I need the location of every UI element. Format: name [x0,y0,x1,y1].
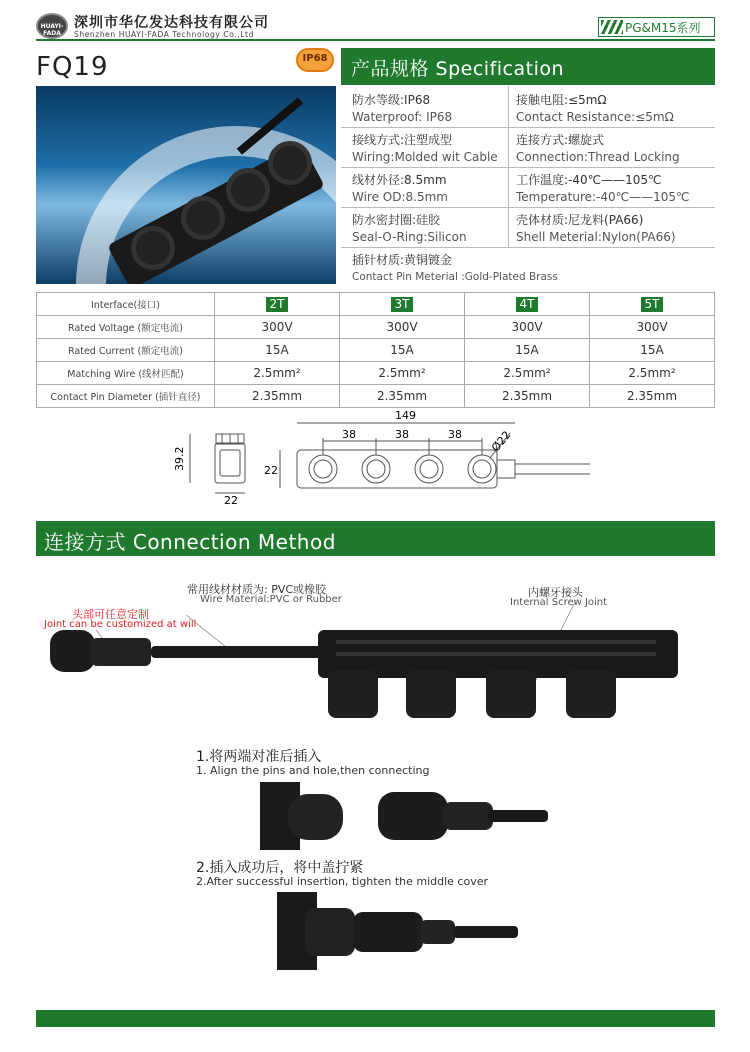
table-cell: 300V [465,316,590,339]
product-photo [36,86,336,284]
thread-note-en: Internal Screw Joint [510,597,608,608]
header-rule [36,39,715,41]
spacing-label: 38 [448,428,462,441]
spec-heading-bar: 产品规格 Specification [341,48,715,85]
spec-contact-pin: 插针材质:黄铜镀金 Contact Pin Meterial :Gold-Plated Brass [352,253,558,283]
series-label: PG&M15系列 [598,17,715,37]
step1-illustration [258,780,558,852]
thread-note-cn: 内螺牙接头 [528,586,583,599]
spacing-label: 38 [395,428,409,441]
spec-contact-resistance: 接触电阻:≤5mΩ Contact Resistance:≤5mΩ [516,93,674,124]
joint-note-cn: 头部可任意定制 [72,608,149,621]
table-cell: 3T [340,293,465,316]
table-cell: 5T [590,293,715,316]
row-label: Rated Voltage (额定电流) [37,316,215,339]
nut-graphic [226,168,270,212]
step1-en: 1. Align the pins and hole,then connecting [196,764,430,777]
table-cell: 2.35mm [215,385,340,408]
grid-line [341,207,715,208]
table-row [37,362,715,385]
row-label: Rated Current (额定电流) [37,339,215,362]
step2-cn: 2.插入成功后，将中盖拧紧 [196,860,364,876]
spec-table [36,292,715,408]
spec-shell: 壳体材质:尼龙料(PA66) Shell Meterial:Nylon(PA66) [516,213,676,244]
table-cell: 15A [465,339,590,362]
step1-cn: 1.将两端对准后插入 [196,749,322,765]
table-cell: 2.35mm [465,385,590,408]
dimension-drawing [160,408,600,508]
body-height-label: 22 [264,464,278,477]
table-cell: 2.35mm [590,385,715,408]
footer-bar [36,1010,715,1027]
table-cell: 15A [340,339,465,362]
joint-note-en: Joint can be customized at will [44,619,197,630]
grid-line [508,86,509,247]
row-label: Interface(接口) [37,293,215,316]
table-cell: 2.5mm² [465,362,590,385]
table-cell: 15A [590,339,715,362]
spec-wiring: 接线方式:注塑成型 Wiring:Molded wit Cable [352,133,498,164]
side-width-label: 22 [224,494,238,507]
table-cell: 2.5mm² [340,362,465,385]
model-number: FQ19 [36,52,109,82]
step2-illustration [275,890,525,972]
side-height-label: 39.2 [173,446,186,471]
total-length-label: 149 [395,409,416,422]
table-cell: 4T [465,293,590,316]
company-name-cn: 深圳市华亿发达科技有限公司 [74,15,269,31]
ip68-badge: IP68 [296,48,334,72]
grid-line [341,127,715,128]
table-row [37,293,715,316]
grid-line [341,167,715,168]
table-row [37,316,715,339]
stripe-decoration [601,20,623,34]
table-cell: 2.35mm [340,385,465,408]
spec-seal: 防水密封圈:硅胶 Seal-O-Ring:Silicon [352,213,467,244]
company-logo: HUAYI-FADA [36,13,68,39]
grid-line [341,247,715,248]
nut-graphic [181,196,225,240]
connection-illustration [36,600,715,730]
wire-note-cn: 常用线材材质为: PVC或橡胶 [187,583,327,596]
row-label: Contact Pin Diameter (插针直径) [37,385,215,408]
table-cell: 300V [340,316,465,339]
table-cell: 2.5mm² [215,362,340,385]
table-cell: 300V [215,316,340,339]
diameter-label: Ø22 [488,428,514,455]
spec-connection: 连接方式:螺旋式 Connection:Thread Locking [516,133,680,164]
step2-en: 2.After successful insertion, tighten the middle cover [196,875,488,888]
table-cell: 300V [590,316,715,339]
table-cell: 2T [215,293,340,316]
table-row [37,339,715,362]
table-cell: 2.5mm² [590,362,715,385]
row-label: Matching Wire (线材匹配) [37,362,215,385]
spacing-label: 38 [342,428,356,441]
wire-note-en: Wire Material:PVC or Rubber [200,594,342,605]
spec-wire-od: 线材外径:8.5mm Wire OD:8.5mm [352,173,448,204]
spec-temperature: 工作温度:-40℃——105℃ Temperature:-40℃——105℃ [516,173,690,204]
company-name-en: Shenzhen HUAYI-FADA Technology Co.,Ltd [74,30,254,39]
nut-graphic [268,141,312,185]
connection-heading-bar: 连接方式 Connection Method [36,521,715,556]
table-row [37,385,715,408]
spec-waterproof: 防水等级:IP68 Waterproof: IP68 [352,93,453,124]
nut-graphic [131,226,175,270]
table-cell: 15A [215,339,340,362]
